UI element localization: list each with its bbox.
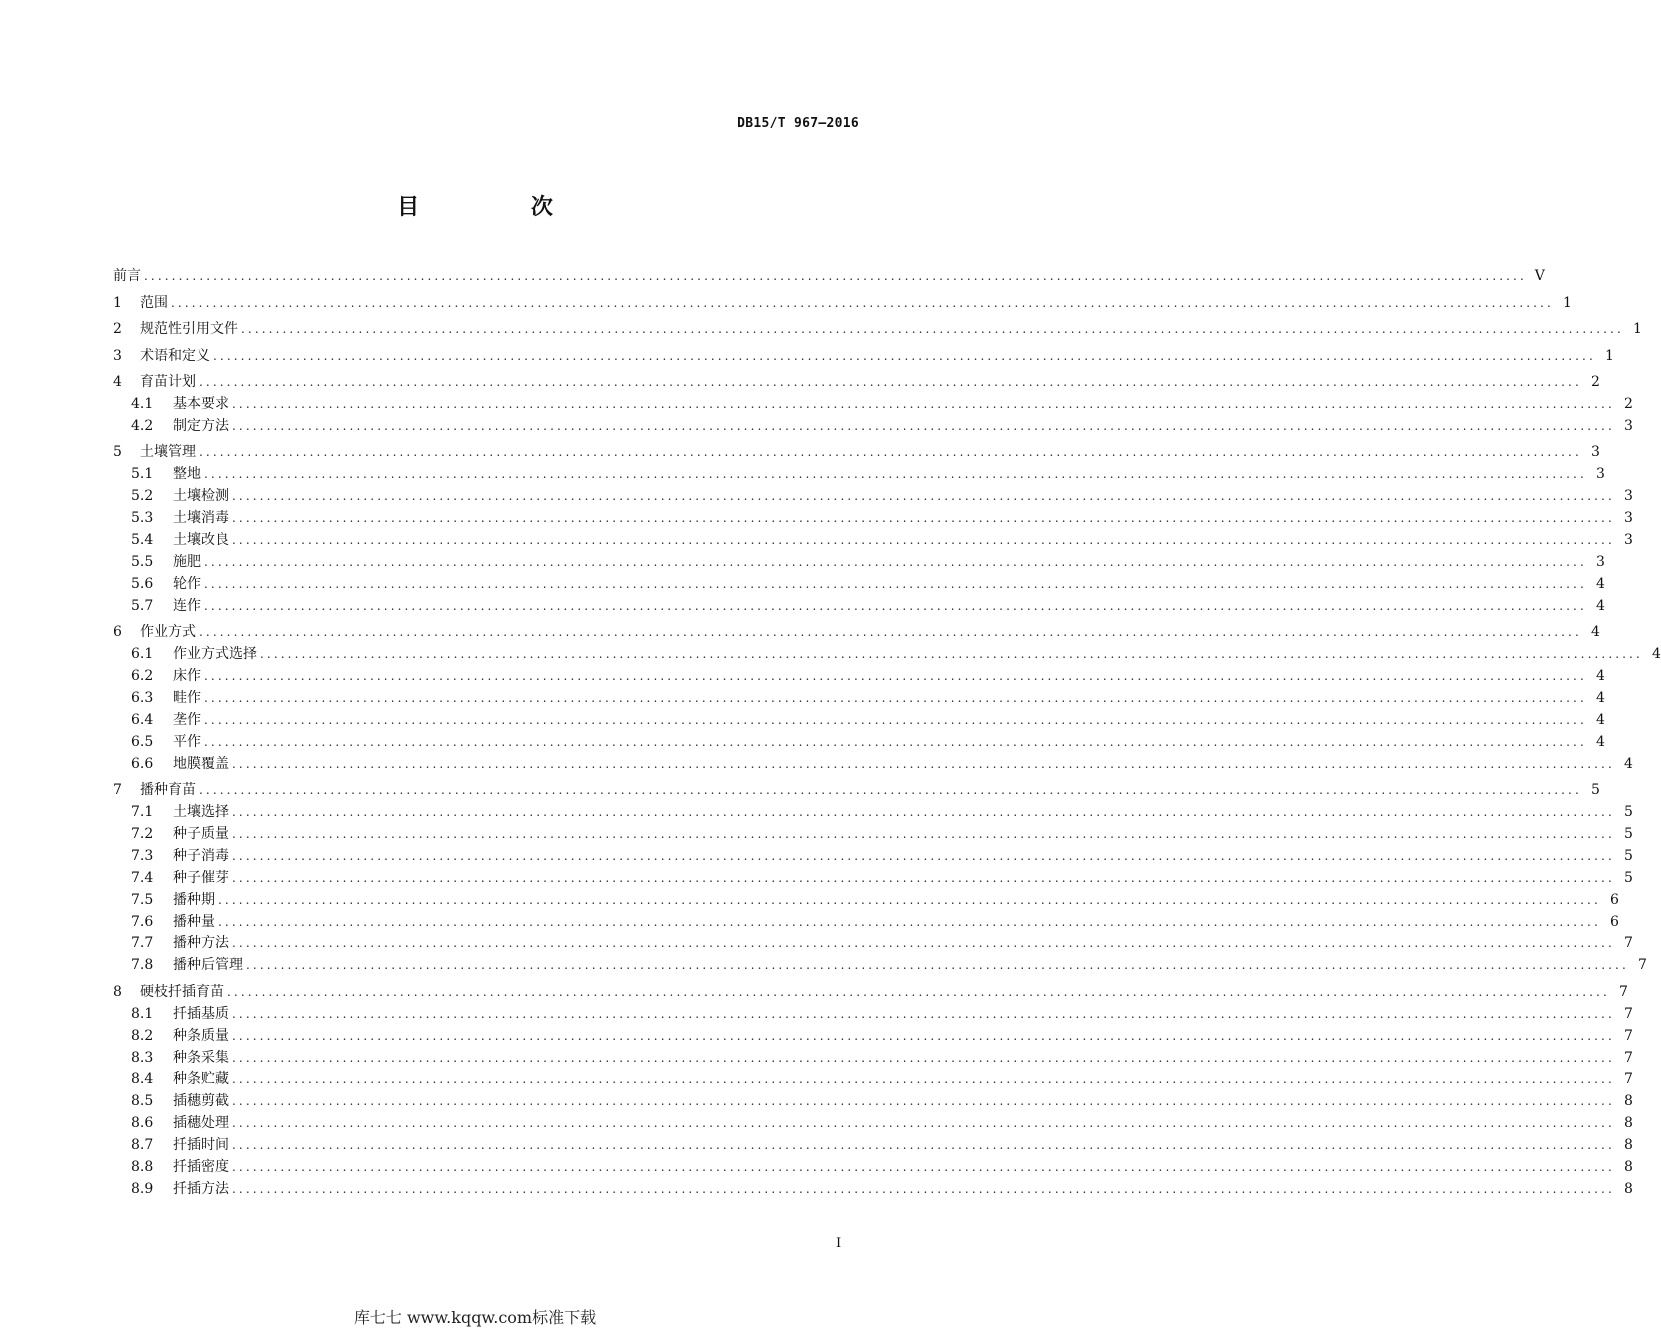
- toc-entry-label: 前言: [113, 268, 141, 284]
- toc-entry-page: 7: [1637, 957, 1647, 974]
- toc-dot-leader: ........................................................................................................................................................................................................: [232, 848, 1615, 863]
- toc-entry-page: 7: [1623, 935, 1633, 952]
- toc-entry-page: 4: [1595, 733, 1605, 750]
- toc-dot-leader: ........................................................................................................................................................................................................: [213, 348, 1596, 363]
- toc-dot-leader: ........................................................................................................................................................................................................: [232, 489, 1615, 504]
- table-of-contents: [113, 266, 1661, 1201]
- toc-entry-page: 7: [1623, 1071, 1633, 1088]
- toc-entry-label: 土壤管理: [140, 444, 196, 461]
- toc-entry[interactable]: [113, 319, 1642, 341]
- toc-entry-number: 3: [113, 347, 122, 364]
- toc-entry-page: 5: [1623, 847, 1633, 864]
- toc-entry-page: 5: [1623, 825, 1633, 842]
- toc-entry-label: 平作: [173, 733, 201, 750]
- toc-entry-number: 6.2: [131, 667, 154, 684]
- toc-entry-number: 2: [113, 321, 122, 337]
- toc-entry-label: 土壤消毒: [173, 510, 229, 527]
- toc-dot-leader: ........................................................................................................................................................................................................: [204, 576, 1587, 591]
- toc-entry-label: 地膜覆盖: [173, 755, 229, 772]
- toc-entry[interactable]: [113, 1157, 1633, 1179]
- toc-dot-leader: ........................................................................................................................................................................................................: [204, 554, 1587, 569]
- toc-entry[interactable]: [113, 1026, 1633, 1048]
- toc-dot-leader: ........................................................................................................................................................................................................: [232, 1138, 1615, 1153]
- toc-entry[interactable]: [113, 802, 1633, 824]
- toc-entry-page: 6: [1609, 913, 1619, 930]
- toc-dot-leader: ........................................................................................................................................................................................................: [232, 1094, 1615, 1109]
- page-number: I: [836, 1236, 842, 1251]
- toc-entry-page: 2: [1623, 395, 1633, 412]
- toc-entry-page: 3: [1623, 531, 1633, 548]
- toc-dot-leader: ........................................................................................................................................................................................................: [260, 647, 1643, 662]
- toc-entry-number: 7.6: [131, 913, 154, 930]
- toc-dot-leader: ........................................................................................................................................................................................................: [246, 958, 1629, 973]
- toc-dot-leader: ........................................................................................................................................................................................................: [218, 892, 1601, 907]
- toc-entry-label: 播种期: [173, 891, 215, 908]
- toc-entry-page: 1: [1562, 294, 1572, 311]
- toc-entry[interactable]: [113, 1048, 1633, 1070]
- toc-entry[interactable]: [113, 868, 1633, 890]
- toc-entry-page: 4: [1590, 624, 1600, 641]
- toc-entry[interactable]: [113, 1004, 1633, 1026]
- toc-entry-page: 4: [1595, 597, 1605, 614]
- toc-dot-leader: ........................................................................................................................................................................................................: [199, 445, 1582, 460]
- toc-entry-label: 硬枝扦插育苗: [140, 983, 224, 1000]
- toc-entry[interactable]: [113, 508, 1633, 530]
- toc-dot-leader: ........................................................................................................................................................................................................: [232, 1116, 1615, 1131]
- toc-entry-label: 土壤检测: [173, 488, 229, 505]
- toc-entry-page: 3: [1590, 444, 1600, 461]
- toc-entry-number: 8.9: [131, 1181, 154, 1197]
- toc-entry-number: 8.8: [131, 1159, 154, 1176]
- toc-dot-leader: ........................................................................................................................................................................................................: [232, 396, 1615, 411]
- toc-entry[interactable]: [113, 486, 1633, 508]
- toc-entry-number: 4: [113, 374, 122, 390]
- toc-entry-page: 8: [1623, 1137, 1633, 1154]
- toc-entry-label: 作业方式: [140, 624, 196, 641]
- toc-entry[interactable]: [113, 266, 1545, 288]
- toc-entry-label: 插穗剪截: [173, 1093, 229, 1110]
- toc-entry-page: 3: [1623, 510, 1633, 527]
- toc-entry[interactable]: [113, 846, 1633, 868]
- toc-entry-page: 7: [1623, 1027, 1633, 1044]
- toc-entry-label: 种子质量: [173, 825, 229, 842]
- toc-entry-number: 7.1: [131, 804, 154, 820]
- toc-entry[interactable]: [113, 1069, 1633, 1091]
- toc-entry[interactable]: [113, 1135, 1633, 1157]
- toc-entry-number: 7.2: [131, 825, 154, 842]
- toc-entry[interactable]: [113, 530, 1633, 552]
- toc-entry-number: 5.4: [131, 531, 154, 548]
- toc-dot-leader: ........................................................................................................................................................................................................: [204, 598, 1587, 613]
- toc-entry-label: 播种方法: [173, 935, 229, 952]
- toc-entry-page: 7: [1623, 1005, 1633, 1022]
- toc-entry-label: 种条贮藏: [173, 1071, 229, 1088]
- toc-entry-page: 8: [1623, 1159, 1633, 1176]
- toc-entry-label: 垄作: [173, 711, 201, 728]
- toc-dot-leader: ........................................................................................................................................................................................................: [199, 783, 1582, 798]
- toc-entry-number: 8.3: [131, 1049, 154, 1066]
- toc-entry-number: 7: [113, 782, 122, 799]
- toc-entry[interactable]: [113, 442, 1600, 464]
- toc-dot-leader: ........................................................................................................................................................................................................: [204, 734, 1587, 749]
- toc-entry-number: 8.1: [131, 1005, 154, 1022]
- toc-entry-page: 5: [1590, 782, 1600, 799]
- toc-entry-label: 术语和定义: [140, 347, 210, 364]
- toc-entry[interactable]: [113, 293, 1572, 315]
- toc-entry-number: 8.2: [131, 1027, 154, 1044]
- toc-entry-page: 3: [1595, 466, 1605, 483]
- toc-entry-label: 扦插密度: [173, 1159, 229, 1176]
- toc-entry-label: 轮作: [173, 575, 201, 592]
- toc-entry-number: 5.6: [131, 575, 154, 592]
- toc-entry-label: 种子催芽: [173, 869, 229, 886]
- toc-entry-number: 7.5: [131, 891, 154, 908]
- toc-entry[interactable]: [113, 464, 1605, 486]
- toc-entry-number: 5: [113, 444, 122, 461]
- toc-entry-number: 8: [113, 983, 122, 1000]
- toc-entry-label: 育苗计划: [140, 374, 196, 390]
- toc-entry-number: 6.3: [131, 689, 154, 706]
- toc-entry-label: 播种育苗: [140, 782, 196, 799]
- toc-entry-number: 7.7: [131, 935, 154, 952]
- toc-entry-page: 5: [1623, 804, 1633, 820]
- toc-entry-page: 5: [1623, 869, 1633, 886]
- toc-dot-leader: ........................................................................................................................................................................................................: [204, 668, 1587, 683]
- toc-dot-leader: ........................................................................................................................................................................................................: [232, 1160, 1615, 1175]
- toc-entry[interactable]: [113, 710, 1605, 732]
- toc-entry[interactable]: [113, 666, 1605, 688]
- toc-entry-label: 规范性引用文件: [140, 321, 238, 337]
- toc-entry[interactable]: [113, 732, 1605, 754]
- toc-entry-label: 种子消毒: [173, 847, 229, 864]
- toc-entry-page: 3: [1623, 488, 1633, 505]
- toc-entry[interactable]: [113, 416, 1633, 438]
- toc-entry-label: 种条采集: [173, 1049, 229, 1066]
- toc-entry-number: 8.4: [131, 1071, 154, 1088]
- toc-entry-number: 4.1: [131, 395, 154, 412]
- toc-entry-number: 7.3: [131, 847, 154, 864]
- toc-dot-leader: ........................................................................................................................................................................................................: [204, 712, 1587, 727]
- toc-entry-label: 范围: [140, 294, 168, 311]
- toc-entry-page: 2: [1590, 374, 1600, 390]
- toc-entry-page: 8: [1623, 1181, 1633, 1197]
- toc-entry-label: 床作: [173, 667, 201, 684]
- toc-entry[interactable]: [113, 596, 1605, 618]
- toc-entry[interactable]: [113, 1113, 1633, 1135]
- toc-entry-label: 施肥: [173, 553, 201, 570]
- toc-entry-number: 1: [113, 294, 122, 311]
- toc-entry-label: 种条质量: [173, 1027, 229, 1044]
- toc-entry-number: 4.2: [131, 417, 154, 434]
- toc-dot-leader: ........................................................................................................................................................................................................: [232, 936, 1615, 951]
- toc-entry-label: 制定方法: [173, 417, 229, 434]
- page-title: 目 次: [397, 195, 605, 220]
- toc-entry-page: 4: [1623, 755, 1633, 772]
- toc-entry[interactable]: [113, 754, 1633, 776]
- toc-dot-leader: ........................................................................................................................................................................................................: [232, 511, 1615, 526]
- toc-dot-leader: ........................................................................................................................................................................................................: [232, 1006, 1615, 1021]
- toc-entry-number: 8.5: [131, 1093, 154, 1110]
- toc-dot-leader: ........................................................................................................................................................................................................: [232, 418, 1615, 433]
- toc-entry[interactable]: [113, 688, 1605, 710]
- toc-entry[interactable]: [113, 890, 1619, 912]
- toc-entry[interactable]: [113, 1179, 1633, 1201]
- toc-dot-leader: ........................................................................................................................................................................................................: [232, 532, 1615, 547]
- toc-entry-number: 6.5: [131, 733, 154, 750]
- toc-dot-leader: ........................................................................................................................................................................................................: [204, 690, 1587, 705]
- toc-entry-page: 3: [1595, 553, 1605, 570]
- toc-dot-leader: ........................................................................................................................................................................................................: [218, 914, 1601, 929]
- toc-entry-number: 8.6: [131, 1115, 154, 1132]
- toc-entry-number: 5.2: [131, 488, 154, 505]
- toc-entry-number: 5.3: [131, 510, 154, 527]
- toc-entry-label: 插穗处理: [173, 1115, 229, 1132]
- toc-dot-leader: ........................................................................................................................................................................................................: [232, 805, 1615, 819]
- toc-entry-number: 5.7: [131, 597, 154, 614]
- toc-entry-page: 8: [1623, 1115, 1633, 1132]
- toc-entry-page: 7: [1618, 983, 1628, 1000]
- toc-entry-page: 4: [1595, 575, 1605, 592]
- toc-entry-label: 播种后管理: [173, 957, 243, 974]
- toc-dot-leader: ........................................................................................................................................................................................................: [199, 375, 1582, 389]
- toc-entry-label: 整地: [173, 466, 201, 483]
- toc-dot-leader: ........................................................................................................................................................................................................: [232, 1182, 1615, 1196]
- toc-dot-leader: ........................................................................................................................................................................................................: [232, 1028, 1615, 1043]
- toc-entry-label: 播种量: [173, 913, 215, 930]
- toc-entry-label: 基本要求: [173, 395, 229, 412]
- document-code: DB15/T 967—2016: [737, 116, 859, 131]
- toc-entry-number: 6.1: [131, 646, 154, 663]
- toc-entry-label: 扦插基质: [173, 1005, 229, 1022]
- toc-entry-page: 7: [1623, 1049, 1633, 1066]
- toc-entry-number: 7.4: [131, 869, 154, 886]
- toc-entry-number: 5.1: [131, 466, 154, 483]
- toc-entry[interactable]: [113, 346, 1614, 368]
- toc-entry-page: 3: [1623, 417, 1633, 434]
- toc-entry-label: 土壤改良: [173, 531, 229, 548]
- toc-dot-leader: ........................................................................................................................................................................................................: [241, 322, 1624, 336]
- toc-dot-leader: ........................................................................................................................................................................................................: [232, 1050, 1615, 1065]
- toc-entry[interactable]: [113, 1091, 1633, 1113]
- toc-entry-page: V: [1534, 268, 1545, 284]
- toc-entry[interactable]: [113, 982, 1628, 1004]
- toc-entry-page: 4: [1651, 646, 1661, 663]
- toc-dot-leader: ........................................................................................................................................................................................................: [232, 870, 1615, 885]
- toc-entry-page: 4: [1595, 667, 1605, 684]
- toc-dot-leader: ........................................................................................................................................................................................................: [232, 1072, 1615, 1087]
- toc-entry-page: 1: [1604, 347, 1614, 364]
- toc-dot-leader: ........................................................................................................................................................................................................: [232, 826, 1615, 841]
- toc-entry-number: 7.8: [131, 957, 154, 974]
- toc-entry-number: 6.4: [131, 711, 154, 728]
- toc-entry-number: 6.6: [131, 755, 154, 772]
- toc-dot-leader: ........................................................................................................................................................................................................: [232, 756, 1615, 771]
- toc-entry[interactable]: [113, 394, 1633, 416]
- toc-entry-label: 土壤选择: [173, 804, 229, 820]
- toc-entry[interactable]: [113, 574, 1605, 596]
- toc-entry-page: 6: [1609, 891, 1619, 908]
- toc-entry[interactable]: [113, 622, 1600, 644]
- toc-entry[interactable]: [113, 552, 1605, 574]
- footer-watermark-text: 库七七 www.kqqw.com标准下载: [353, 1308, 597, 1327]
- toc-entry-number: 5.5: [131, 553, 154, 570]
- toc-entry-page: 1: [1632, 321, 1642, 337]
- toc-entry-page: 8: [1623, 1093, 1633, 1110]
- toc-entry-label: 畦作: [173, 689, 201, 706]
- toc-entry[interactable]: [113, 644, 1661, 666]
- toc-dot-leader: ........................................................................................................................................................................................................: [199, 625, 1582, 640]
- toc-entry[interactable]: [113, 824, 1633, 846]
- toc-entry[interactable]: [113, 780, 1600, 802]
- toc-dot-leader: ........................................................................................................................................................................................................: [227, 984, 1610, 999]
- toc-entry-page: 4: [1595, 711, 1605, 728]
- toc-entry[interactable]: [113, 933, 1633, 955]
- toc-entry[interactable]: [113, 372, 1600, 394]
- toc-entry[interactable]: [113, 912, 1619, 934]
- toc-dot-leader: ........................................................................................................................................................................................................: [204, 467, 1587, 482]
- toc-entry-page: 4: [1595, 689, 1605, 706]
- toc-entry-number: 8.7: [131, 1137, 154, 1154]
- toc-entry-label: 作业方式选择: [173, 646, 257, 663]
- toc-entry-number: 6: [113, 624, 122, 641]
- toc-entry[interactable]: [113, 955, 1647, 977]
- toc-entry-label: 连作: [173, 597, 201, 614]
- toc-dot-leader: ........................................................................................................................................................................................................: [171, 295, 1554, 310]
- toc-entry-label: 扦插方法: [173, 1181, 229, 1197]
- toc-dot-leader: ........................................................................................................................................................................................................: [144, 269, 1527, 283]
- toc-entry-label: 扦插时间: [173, 1137, 229, 1154]
